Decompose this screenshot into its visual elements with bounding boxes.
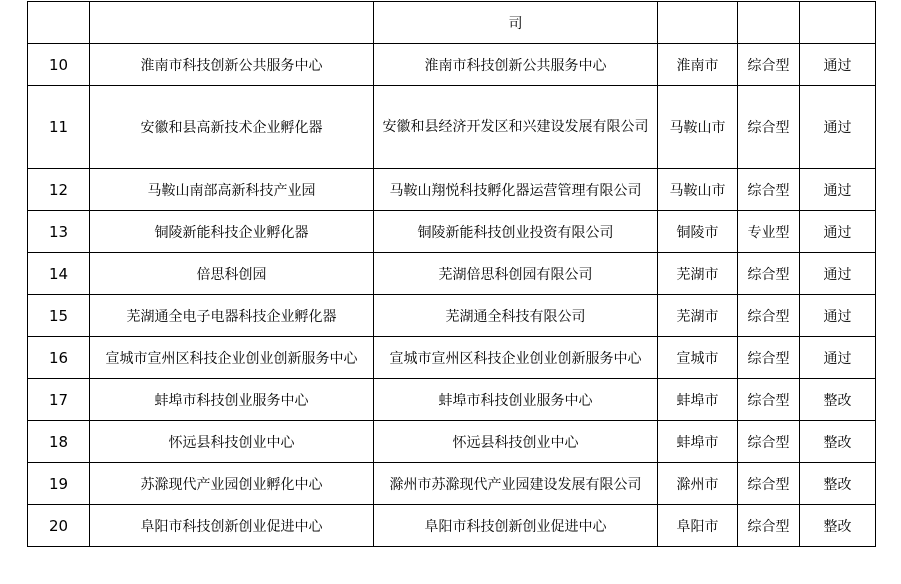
table-row (28, 211, 876, 253)
cell-num: 18 (28, 421, 90, 463)
cell-num: 14 (28, 253, 90, 295)
cell-num: 17 (28, 379, 90, 421)
cell-operator: 滁州市苏滁现代产业园建设发展有限公司 (374, 463, 658, 505)
cell-city: 马鞍山市 (658, 86, 738, 169)
cell-type: 专业型 (738, 211, 800, 253)
cell-type: 综合型 (738, 169, 800, 211)
cell-city: 马鞍山市 (658, 169, 738, 211)
table-row (28, 169, 876, 211)
cell-num: 10 (28, 44, 90, 86)
incubator-table (27, 1, 876, 547)
table-row (28, 421, 876, 463)
cell-city: 芜湖市 (658, 253, 738, 295)
cell-result: 通过 (800, 253, 876, 295)
cell-result (800, 2, 876, 44)
cell-operator: 淮南市科技创新公共服务中心 (374, 44, 658, 86)
cell-operator: 司 (374, 2, 658, 44)
cell-type: 综合型 (738, 421, 800, 463)
cell-result: 通过 (800, 295, 876, 337)
cell-city: 滁州市 (658, 463, 738, 505)
cell-name: 安徽和县高新技术企业孵化器 (90, 86, 374, 169)
cell-num (28, 2, 90, 44)
cell-type: 综合型 (738, 505, 800, 547)
cell-city: 蚌埠市 (658, 421, 738, 463)
table-row-continued (28, 2, 876, 44)
cell-name (90, 2, 374, 44)
cell-city: 宣城市 (658, 337, 738, 379)
cell-name: 马鞍山南部高新科技产业园 (90, 169, 374, 211)
cell-operator: 怀远县科技创业中心 (374, 421, 658, 463)
cell-num: 16 (28, 337, 90, 379)
cell-result: 整改 (800, 463, 876, 505)
cell-name: 淮南市科技创新公共服务中心 (90, 44, 374, 86)
cell-name: 铜陵新能科技企业孵化器 (90, 211, 374, 253)
cell-city: 淮南市 (658, 44, 738, 86)
cell-name: 蚌埠市科技创业服务中心 (90, 379, 374, 421)
cell-type: 综合型 (738, 463, 800, 505)
cell-type: 综合型 (738, 86, 800, 169)
cell-result: 通过 (800, 86, 876, 169)
cell-type (738, 2, 800, 44)
cell-result: 整改 (800, 421, 876, 463)
cell-operator: 铜陵新能科技创业投资有限公司 (374, 211, 658, 253)
cell-name: 芜湖通全电子电器科技企业孵化器 (90, 295, 374, 337)
cell-type: 综合型 (738, 44, 800, 86)
cell-operator: 安徽和县经济开发区和兴建设发展有限公司 (374, 86, 658, 169)
cell-result: 通过 (800, 211, 876, 253)
table-row (28, 337, 876, 379)
cell-name: 怀远县科技创业中心 (90, 421, 374, 463)
cell-result: 通过 (800, 44, 876, 86)
cell-city: 阜阳市 (658, 505, 738, 547)
cell-city: 芜湖市 (658, 295, 738, 337)
cell-name: 苏滁现代产业园创业孵化中心 (90, 463, 374, 505)
cell-city: 铜陵市 (658, 211, 738, 253)
cell-result: 通过 (800, 169, 876, 211)
table-row (28, 253, 876, 295)
cell-operator: 宣城市宣州区科技企业创业创新服务中心 (374, 337, 658, 379)
cell-type: 综合型 (738, 379, 800, 421)
cell-num: 12 (28, 169, 90, 211)
cell-result: 整改 (800, 505, 876, 547)
cell-name: 倍思科创园 (90, 253, 374, 295)
table-row (28, 463, 876, 505)
cell-result: 整改 (800, 379, 876, 421)
cell-name: 宣城市宣州区科技企业创业创新服务中心 (90, 337, 374, 379)
cell-num: 19 (28, 463, 90, 505)
cell-city (658, 2, 738, 44)
table-row (28, 379, 876, 421)
table-body (28, 2, 876, 547)
cell-operator: 芜湖倍思科创园有限公司 (374, 253, 658, 295)
table-row (28, 295, 876, 337)
cell-type: 综合型 (738, 253, 800, 295)
table-row (28, 44, 876, 86)
cell-num: 13 (28, 211, 90, 253)
cell-type: 综合型 (738, 337, 800, 379)
cell-num: 11 (28, 86, 90, 169)
cell-num: 15 (28, 295, 90, 337)
cell-operator: 芜湖通全科技有限公司 (374, 295, 658, 337)
cell-operator: 阜阳市科技创新创业促进中心 (374, 505, 658, 547)
cell-num: 20 (28, 505, 90, 547)
cell-type: 综合型 (738, 295, 800, 337)
cell-name: 阜阳市科技创新创业促进中心 (90, 505, 374, 547)
cell-city: 蚌埠市 (658, 379, 738, 421)
table-row (28, 505, 876, 547)
table-row (28, 86, 876, 169)
cell-result: 通过 (800, 337, 876, 379)
cell-operator: 马鞍山翔悦科技孵化器运营管理有限公司 (374, 169, 658, 211)
cell-operator: 蚌埠市科技创业服务中心 (374, 379, 658, 421)
